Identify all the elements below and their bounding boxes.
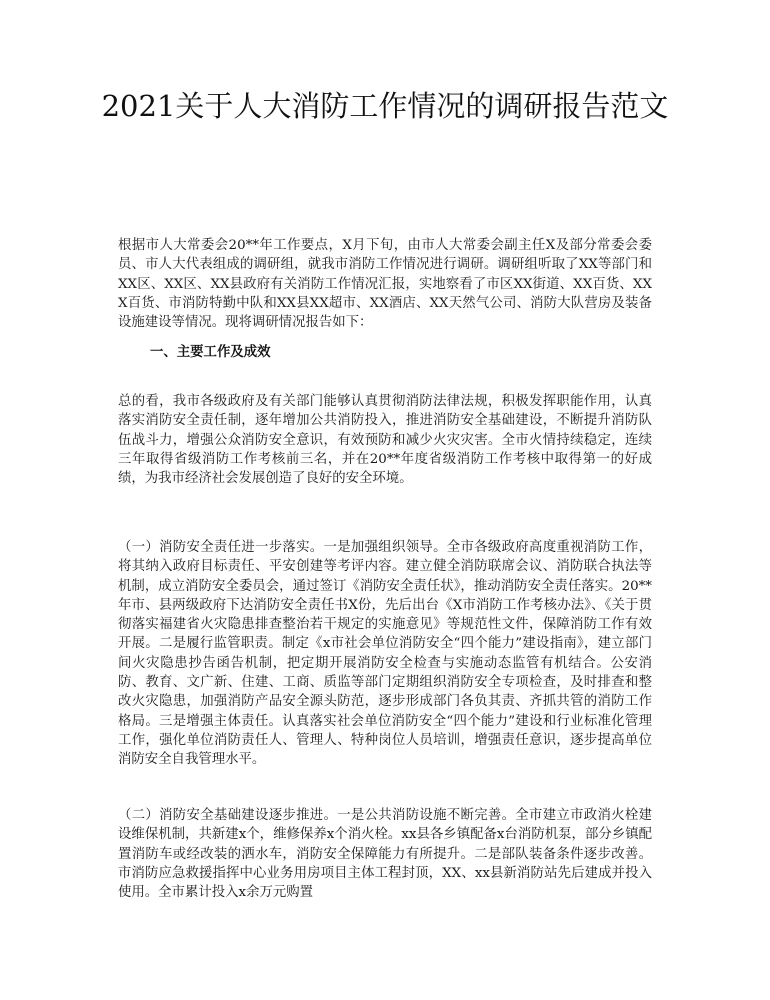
document-title: 2021关于人大消防工作情况的调研报告范文 <box>101 89 669 123</box>
section-1-paragraph: （一）消防安全责任进一步落实。一是加强组织领导。全市各级政府高度重视消防工作，将其纳入政府目标责任、平安创建等考评内容。建立健全消防联席会议、消防联合执法等机制，成立消防安全委员会，通过签订《消防安全责任状》，推动消防安全责任落实。20**年市、县两级政府下达消防安全责任书X份，先后出台《X市消防工作考核办法》、《关于贯彻落实福建省火灾隐患排查整治若干规定的实施意见》等规范性文件，保障消防工作有效开展。二是履行监管职责。制定《x市社会单位消防安全“四个能力”建设指南》，建立部门间火灾隐患抄告函告机制，把定期开展消防安全检查与实施动态监管有机结合。公安消防、教育、文广新、住建、工商、质监等部门定期组织消防安全专项检查，及时排查和整改火灾隐患，加强消防产品安全源头防范，逐步形成部门各负其责、齐抓共管的消防工作格局。三是增强主体责任。认真落实社会单位消防安全“四个能力”建设和行业标准化管理工作，强化单位消防责任人、管理人、特种岗位人员培训，增强责任意识，逐步提高单位消防安全自我管理水平。 <box>118 540 652 768</box>
intro-paragraph: 根据市人大常委会20**年工作要点，X月下旬，由市人大常委会副主任X及部分常委会委员、市人大代表组成的调研组，就我市消防工作情况进行调研。调研组听取了XX等部门和XX区、XX区、XX县政府有关消防工作情况汇报，实地察看了市区XX街道、XX百货、XXX百货、市消防特勤中队和XX县XX超市、XX酒店、XX天然气公司、消防大队营房及装备设施建设等情况。现将调研情况报告如下： <box>118 238 652 331</box>
section-2-paragraph: （二）消防安全基础建设逐步推进。一是公共消防设施不断完善。全市建立市政消火栓建设维保机制，共新建x个，维修保养x个消火栓。xx县各乡镇配备x台消防机泵，部分乡镇配置消防车或经改装的洒水车，消防安全保障能力有所提升。二是部队装备条件逐步改善。市消防应急救援指挥中心业务用房项目主体工程封顶，XX、xx县新消防站先后建成并投入使用。全市累计投入x余万元购置 <box>118 808 652 901</box>
overview-paragraph: 总的看，我市各级政府及有关部门能够认真贯彻消防法律法规，积极发挥职能作用，认真落实消防安全责任制，逐年增加公共消防投入，推进消防安全基础建设，不断提升消防队伍战斗力，增强公众消防安全意识，有效预防和减少火灾灾害。全市火情持续稳定，连续三年取得省级消防工作考核前三名，并在20**年度省级消防工作考核中取得第一的好成绩，为我市经济社会发展创造了良好的安全环境。 <box>118 394 652 487</box>
section-heading-main-work: 一、主要工作及成效 <box>150 345 271 360</box>
